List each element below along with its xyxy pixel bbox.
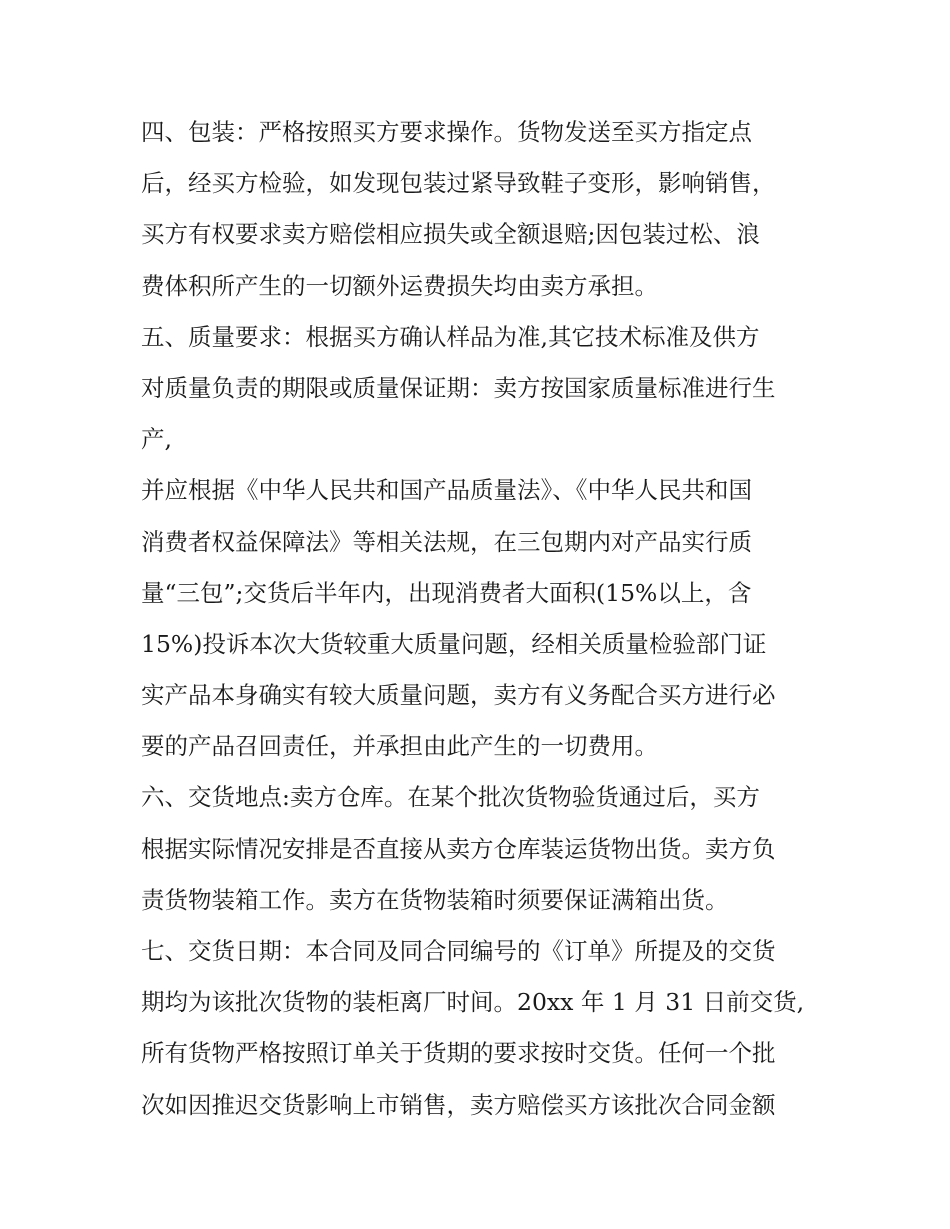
text-line: 六、交货地点:卖方仓库。在某个批次货物验货通过后，买方 xyxy=(141,783,760,812)
text-line: 实产品本身确实有较大质量问题，卖方有义务配合买方进行必 xyxy=(141,681,776,710)
text-line: 所有货物严格按照订单关于货期的要求按时交货。任何一个批 xyxy=(141,1039,776,1068)
text-line: 量“三包”;交货后半年内，出现消费者大面积(15%以上，含 xyxy=(141,578,752,607)
text-line: 四、包装：严格按照买方要求操作。货物发送至买方指定点 xyxy=(141,118,752,146)
text-line: 要的产品召回责任，并承担由此产生的一切费用。 xyxy=(141,732,658,761)
text-line: 责货物装箱工作。卖方在货物装箱时须要保证满箱出货。 xyxy=(141,885,729,914)
text-line: 对质量负责的期限或质量保证期：卖方按国家质量标准进行生 xyxy=(141,373,776,402)
text-line: 七、交货日期：本合同及同合同编号的《订单》所提及的交货 xyxy=(141,937,776,965)
text-line: 产, xyxy=(141,425,172,454)
text-line: 期均为该批次货物的装柜离厂时间。20xx 年 1 月 31 日前交货, xyxy=(141,988,805,1017)
text-line: 后，经买方检验，如发现包装过紧导致鞋子变形，影响销售， xyxy=(141,169,776,198)
text-line: 15%)投诉本次大货较重大质量问题，经相关质量检验部门证 xyxy=(141,629,767,658)
text-line: 次如因推迟交货影响上市销售，卖方赔偿买方该批次合同金额 xyxy=(141,1090,776,1119)
text-line: 五、质量要求：根据买方确认样品为准,其它技术标准及供方 xyxy=(141,322,760,351)
text-line: 费体积所产生的一切额外运费损失均由卖方承担。 xyxy=(141,271,658,300)
text-line: 根据实际情况安排是否直接从卖方仓库装运货物出货。卖方负 xyxy=(141,834,776,863)
text-line: 消费者权益保障法》等相关法规，在三包期内对产品实行质 xyxy=(141,527,752,556)
text-line: 买方有权要求卖方赔偿相应损失或全额退赔;因包装过松、浪 xyxy=(141,220,760,249)
text-line: 并应根据《中华人民共和国产品质量法》、《中华人民共和国 xyxy=(141,476,752,505)
contract-text-body xyxy=(141,107,821,1131)
